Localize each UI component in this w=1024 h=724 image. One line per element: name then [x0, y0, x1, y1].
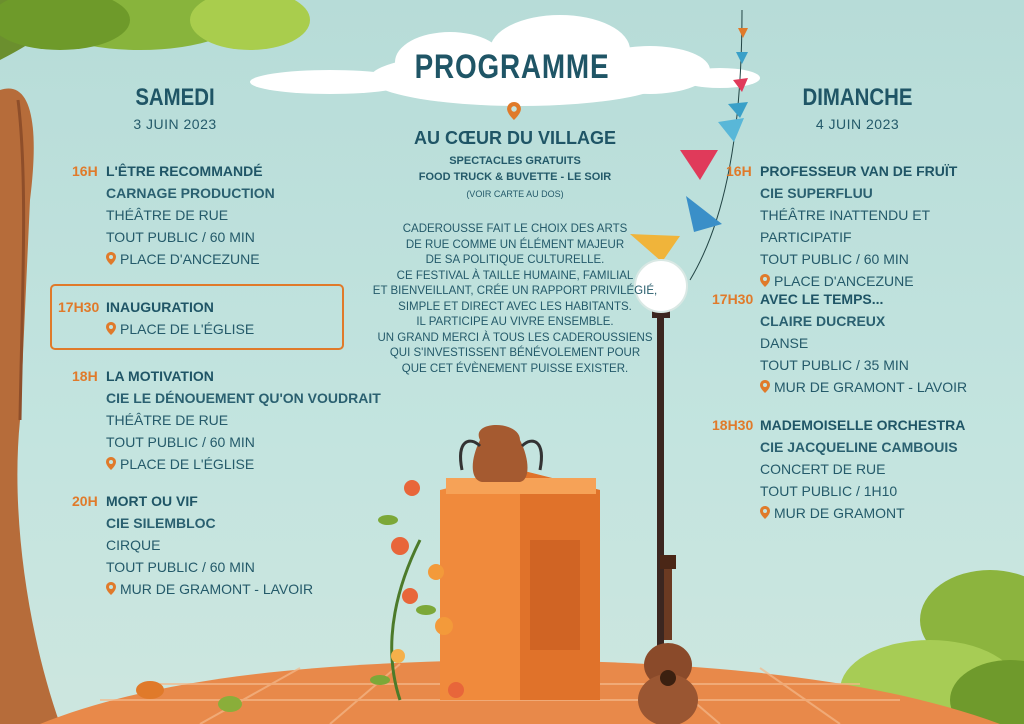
event-title: PROFESSEUR VAN DE FRUÏT — [760, 163, 958, 179]
saturday-heading: SAMEDI — [135, 84, 215, 111]
sunday-date: 4 JUIN 2023 — [815, 116, 900, 132]
event-genre: THÉÂTRE DE RUE — [106, 207, 229, 223]
pillar — [440, 425, 600, 700]
location-pin-icon — [106, 457, 116, 470]
location-pin-icon — [106, 322, 116, 335]
event-audience: TOUT PUBLIC / 60 MIN — [760, 251, 909, 267]
center-subheading-free-shows: SPECTACLES GRATUITS — [449, 155, 581, 167]
paragraph-line: SIMPLE ET DIRECT AVEC LES HABITANTS. — [398, 300, 632, 313]
paragraph-line: IL PARTICIPE AU VIVRE ENSEMBLE. — [416, 316, 614, 328]
paragraph-line: UN GRAND MERCI À TOUS LES CADEROUSSIENS — [377, 331, 653, 344]
event-saturday-18h — [52, 365, 381, 475]
event-genre: THÉÂTRE DE RUE — [106, 412, 229, 428]
event-time: 16H — [72, 163, 98, 179]
event-saturday-20h — [52, 490, 352, 600]
event-time: 18H — [72, 368, 98, 384]
sunday-heading: DIMANCHE — [802, 84, 913, 111]
event-audience: TOUT PUBLIC / 60 MIN — [106, 559, 255, 575]
event-title: MORT OU VIF — [106, 493, 198, 509]
event-company: CLAIRE DUCREUX — [760, 313, 886, 329]
center-paragraph — [330, 222, 700, 377]
event-time: 16H — [726, 163, 752, 179]
location-pin-icon — [106, 252, 116, 265]
page-title: PROGRAMME — [414, 48, 610, 86]
event-place: MUR DE GRAMONT - LAVOIR — [106, 578, 406, 600]
location-pin-icon — [106, 582, 116, 595]
event-title: MADEMOISELLE ORCHESTRA — [760, 417, 966, 433]
event-title: L'ÊTRE RECOMMANDÉ — [106, 163, 263, 179]
location-pin-icon — [760, 380, 770, 393]
event-company: CIE JACQUELINE CAMBOUIS — [760, 439, 958, 455]
paragraph-line: DE SA POLITIQUE CULTURELLE. — [425, 254, 605, 266]
location-pin-icon — [507, 102, 521, 120]
location-pin-icon — [760, 506, 770, 519]
guitar — [638, 555, 698, 724]
event-place: MUR DE GRAMONT - LAVOIR — [760, 376, 1020, 398]
paragraph-line: QUE CET ÉVÈNEMENT PUISSE EXISTER. — [401, 362, 629, 375]
event-genre: CONCERT DE RUE — [760, 461, 886, 477]
paragraph-line: ET BIENVEILLANT, CRÉE UN RAPPORT PRIVILÉGIÉ, — [372, 285, 658, 297]
paragraph-line: QUI S'INVESTISSENT BÉNÉVOLEMENT POUR — [389, 347, 641, 359]
event-place: PLACE DE L'ÉGLISE — [106, 453, 406, 475]
event-place: PLACE DE L'ÉGLISE — [106, 318, 406, 340]
event-genre: DANSE — [760, 335, 809, 351]
center-note: (VOIR CARTE AU DOS) — [466, 189, 564, 199]
event-sunday-17h30 — [704, 288, 1004, 398]
event-company: CIE SUPERFLUU — [760, 185, 873, 201]
event-title: INAUGURATION — [106, 299, 214, 315]
event-company: CIE SILEMBLOC — [106, 515, 216, 531]
event-genre: CIRQUE — [106, 537, 161, 553]
event-audience: TOUT PUBLIC / 60 MIN — [106, 229, 255, 245]
event-audience: TOUT PUBLIC / 60 MIN — [106, 434, 255, 450]
center-heading: AU CŒUR DU VILLAGE — [414, 128, 616, 148]
event-time: 18H30 — [712, 417, 754, 433]
saturday-date: 3 JUIN 2023 — [133, 116, 217, 132]
paragraph-line: DE RUE COMME UN ÉLÉMENT MAJEUR — [405, 238, 625, 251]
paragraph-line: CADEROUSSE FAIT LE CHOIX DES ARTS — [402, 223, 628, 235]
paragraph-line: CE FESTIVAL À TAILLE HUMAINE, FAMILIAL — [396, 269, 634, 282]
event-company: CIE LE DÉNOUEMENT QU'ON VOUDRAIT — [106, 390, 381, 406]
event-audience: TOUT PUBLIC / 35 MIN — [760, 357, 909, 373]
event-saturday-17h30 — [52, 296, 352, 346]
event-place: PLACE D'ANCEZUNE — [760, 270, 1020, 292]
event-genre: THÉÂTRE INATTENDU ET PARTICIPATIF — [760, 207, 930, 245]
location-pin-icon — [760, 274, 770, 287]
event-sunday-18h30 — [704, 414, 1004, 524]
event-title: AVEC LE TEMPS... — [760, 291, 884, 307]
event-sunday-16h — [704, 160, 1004, 289]
center-subheading-food: FOOD TRUCK & BUVETTE - LE SOIR — [418, 171, 612, 183]
event-title: LA MOTIVATION — [106, 368, 214, 384]
event-place: PLACE D'ANCEZUNE — [106, 248, 406, 270]
event-time: 20H — [72, 493, 98, 509]
event-audience: TOUT PUBLIC / 1H10 — [760, 483, 898, 499]
tree-foliage — [0, 0, 310, 50]
event-place: MUR DE GRAMONT — [760, 502, 1020, 524]
event-time: 17H30 — [58, 299, 100, 315]
event-time: 17H30 — [712, 291, 754, 307]
event-saturday-16h — [52, 160, 352, 270]
event-company: CARNAGE PRODUCTION — [106, 185, 275, 201]
